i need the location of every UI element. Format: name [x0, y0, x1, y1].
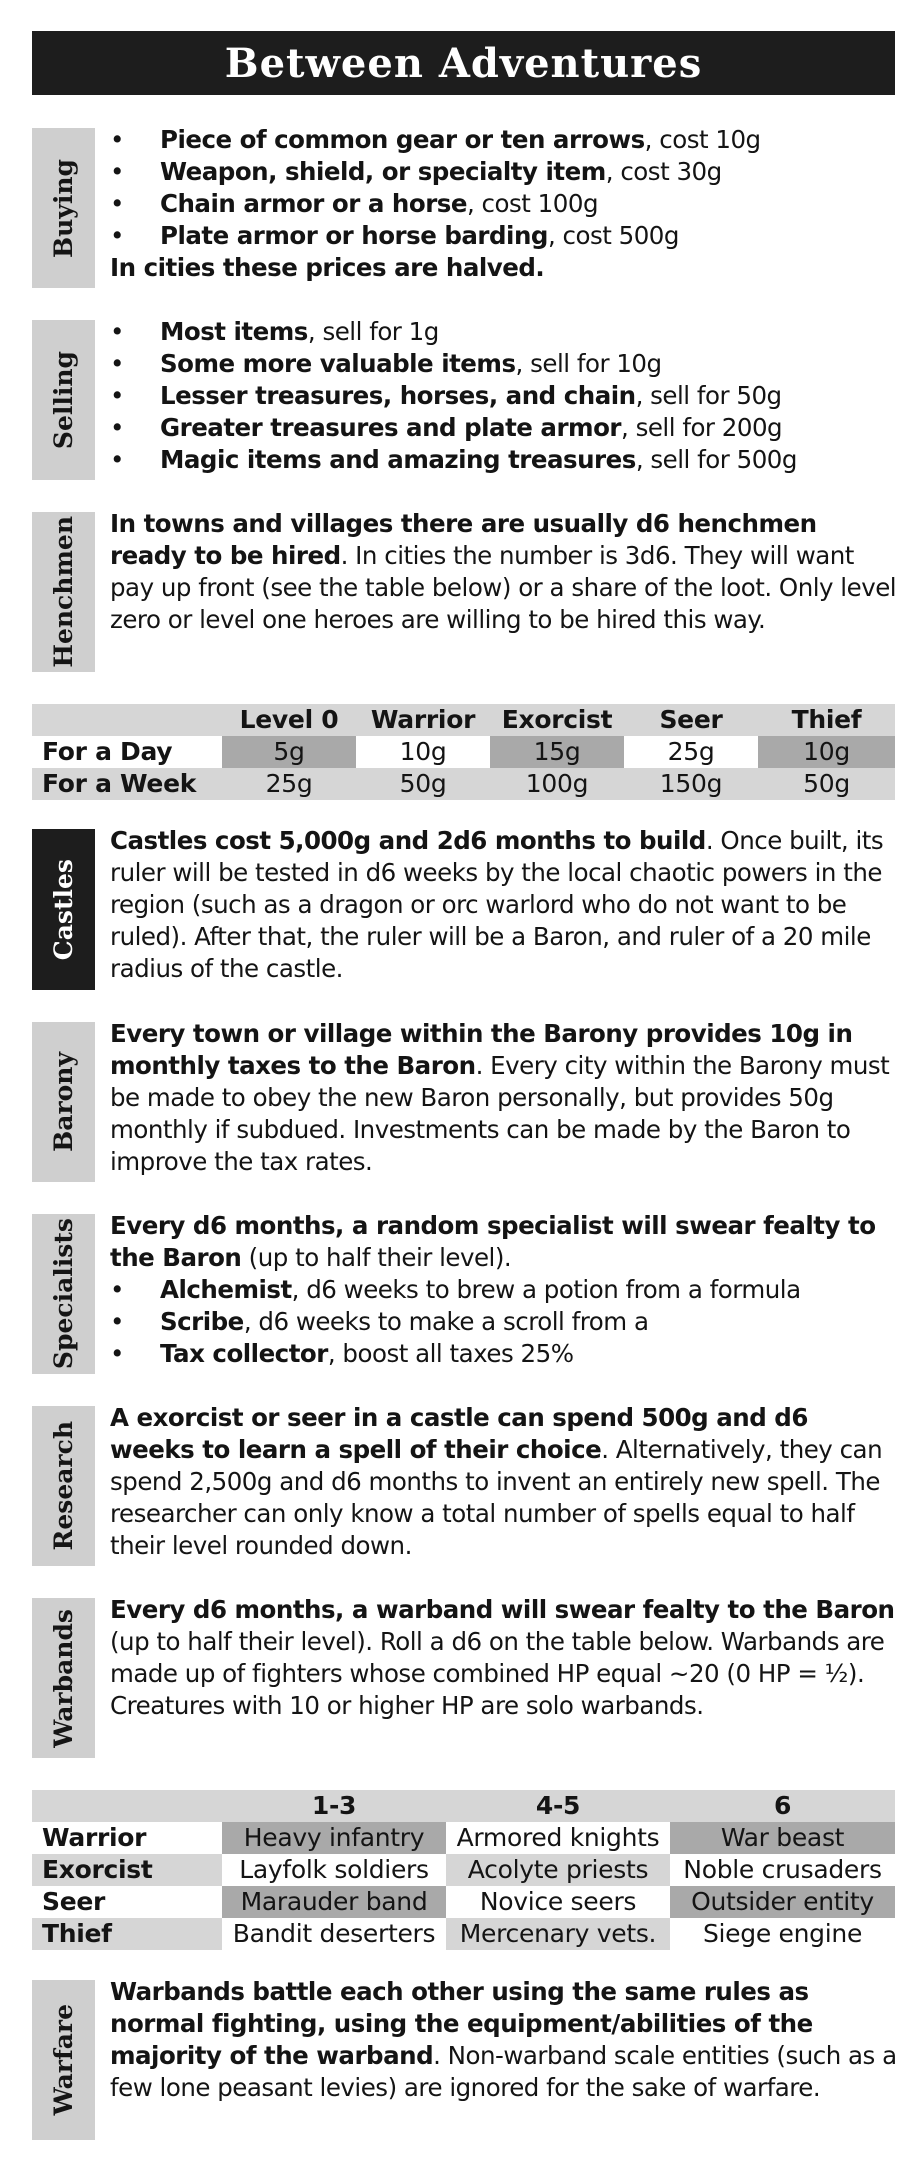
table-header-row: Level 0 Warrior Exorcist Seer Thief	[32, 704, 895, 736]
list-item: • Weapon, shield, or specialty item, cost 30g	[110, 156, 900, 188]
barony-section	[32, 1019, 895, 1182]
barony-tab-label: Barony	[49, 1052, 78, 1152]
specialists-section	[32, 1211, 895, 1374]
henchmen-section	[32, 509, 897, 672]
henchmen-tab	[32, 512, 95, 672]
table-row: Thief Bandit deserters Mercenary vets. Siege engine	[32, 1918, 895, 1950]
buying-section	[32, 125, 895, 288]
specialists-body	[110, 1210, 900, 1370]
selling-list	[110, 316, 900, 476]
warfare-body	[110, 1976, 900, 2104]
table-header-row: 1-3 4-5 6	[32, 1790, 895, 1822]
warfare-tab-label: Warfare	[49, 2004, 78, 2116]
research-body	[110, 1402, 900, 1562]
list-item: • Tax collector, boost all taxes 25%	[110, 1338, 900, 1370]
page-title-bar	[32, 31, 895, 95]
table-row: Seer Marauder band Novice seers Outsider entity	[32, 1886, 895, 1918]
buying-tab	[32, 128, 95, 288]
warband-table	[32, 1790, 895, 1950]
research-tab-label: Research	[49, 1421, 78, 1551]
castles-text: Castles cost 5,000g and 2d6 months to build. Once built, its ruler will be tested in d6 weeks by the local chaotic powers in the region (such as a dragon or orc warlord who do not want to be ruled). After that, the ruler will be a Baron, and ruler of a 20 mile radius of the castle.	[110, 826, 884, 983]
list-item: • Chain armor or a horse, cost 100g	[110, 188, 900, 220]
warbands-text: Every d6 months, a warband will swear fealty to the Baron (up to half their level). Roll a d6 on the table below. Warbands are made up of fighters whose combined HP equal ~20 (0 HP = ½). Creatures with 10 or higher HP are solo warbands.	[110, 1595, 895, 1720]
page-title: Between Adventures	[224, 39, 703, 87]
list-item: • Scribe, d6 weeks to make a scroll from a	[110, 1306, 900, 1338]
buying-body	[110, 124, 900, 284]
list-item: • Magic items and amazing treasures, sell for 500g	[110, 444, 900, 476]
castles-section	[32, 826, 895, 990]
list-item: • Plate armor or horse barding, cost 500g	[110, 220, 900, 252]
castles-tab	[32, 829, 95, 990]
selling-section	[32, 317, 895, 480]
list-item: • Lesser treasures, horses, and chain, sell for 50g	[110, 380, 900, 412]
specialists-tab-label: Specialists	[49, 1218, 78, 1370]
barony-body	[110, 1018, 900, 1178]
buying-tab-label: Buying	[49, 158, 78, 258]
research-tab	[32, 1406, 95, 1566]
selling-tab-label: Selling	[49, 350, 78, 450]
list-item: • Alchemist, d6 weeks to brew a potion from a formula	[110, 1274, 900, 1306]
table-row: For a Day 5g 10g 15g 25g 10g	[32, 736, 895, 768]
warbands-tab-label: Warbands	[49, 1608, 78, 1748]
list-item: • Most items, sell for 1g	[110, 316, 900, 348]
buying-list	[110, 124, 900, 252]
list-item: • Piece of common gear or ten arrows, cost 10g	[110, 124, 900, 156]
castles-body	[110, 825, 900, 985]
table-row: For a Week 25g 50g 100g 150g 50g	[32, 768, 895, 800]
warfare-text: Warbands battle each other using the same rules as normal fighting, using the equipment/abilities of the majority of the warband. Non-warband scale entities (such as a few lone peasant levies) are ignored for the sake of warfare.	[110, 1977, 897, 2102]
barony-text: Every town or village within the Barony provides 10g in monthly taxes to the Baron. Every city within the Barony must be made to obey the new Baron personally, but provides 50g monthly if subdued. Investments can be made by the Baron to improve the tax rates.	[110, 1019, 890, 1176]
warbands-section	[32, 1595, 895, 1758]
research-section	[32, 1403, 895, 1566]
castles-tab-label: Castles	[49, 858, 78, 961]
research-text: A exorcist or seer in a castle can spend 500g and d6 weeks to learn a spell of their choice. Alternatively, they can spend 2,500g and d6 months to invent an entirely new spell. The researcher can only know a total number of spells equal to half their level rounded down.	[110, 1403, 883, 1560]
list-item: • Some more valuable items, sell for 10g	[110, 348, 900, 380]
warbands-body	[110, 1594, 900, 1722]
barony-tab	[32, 1022, 95, 1182]
table-row: Exorcist Layfolk soldiers Acolyte priests Noble crusaders	[32, 1854, 895, 1886]
table-row: Warrior Heavy infantry Armored knights War beast	[32, 1822, 895, 1854]
specialists-list	[110, 1274, 900, 1370]
selling-tab	[32, 320, 95, 480]
buying-note: In cities these prices are halved.	[110, 253, 545, 282]
warfare-section	[32, 1977, 897, 2140]
hire-table	[32, 704, 895, 800]
henchmen-tab-label: Henchmen	[49, 516, 78, 668]
list-item: • Greater treasures and plate armor, sell for 200g	[110, 412, 900, 444]
specialists-tab	[32, 1214, 95, 1374]
specialists-text: Every d6 months, a random specialist will swear fealty to the Baron (up to half their level).	[110, 1211, 876, 1272]
warfare-tab	[32, 1980, 95, 2140]
warbands-tab	[32, 1598, 95, 1758]
henchmen-body	[110, 508, 900, 636]
selling-body	[110, 316, 900, 476]
henchmen-text: In towns and villages there are usually d6 henchmen ready to be hired. In cities the number is 3d6. They will want pay up front (see the table below) or a share of the loot. Only level zero or level one heroes are willing to be hired this way.	[110, 509, 897, 634]
